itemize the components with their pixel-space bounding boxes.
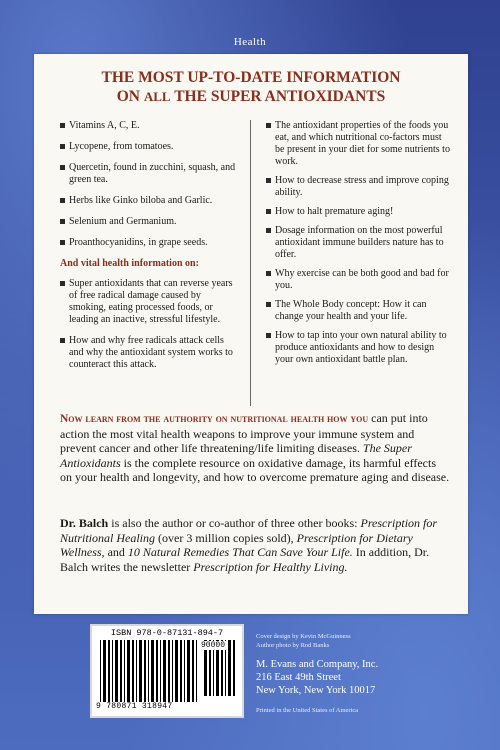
bullet-icon: [266, 333, 271, 338]
barcode-bar: [120, 640, 122, 702]
description-paragraph: [60, 411, 450, 485]
bullet-icon: [266, 178, 271, 183]
benefits-list: [266, 120, 452, 366]
list-item-text: Super antioxidants that can reverse years of free radical damage caused by smoking, eating processed foods, or leading an inactive, stressful lifestyle.: [69, 278, 233, 325]
headline: [34, 68, 468, 106]
list-item-text: The Whole Body concept: How it can change your health and your life.: [275, 299, 427, 322]
barcode-bar: [196, 640, 197, 702]
bullet-icon: [266, 123, 271, 128]
design-credit: Cover design by Kevin McGuinness: [256, 633, 351, 640]
publisher-street: 216 East 49th Street: [256, 672, 341, 683]
bullet-icon: [60, 219, 65, 224]
photo-credit: Author photo by Rod Banks: [256, 642, 330, 649]
barcode-bar: [168, 640, 170, 702]
list-item-text: How to decrease stress and improve coping ability.: [275, 175, 449, 198]
bullet-icon: [60, 281, 65, 286]
list-item: [266, 175, 452, 199]
paragraph-text: is the complete resource on oxidative damage, its harmful effects on your health and longevity, and how to overcome premature aging and disease.: [60, 455, 450, 484]
list-item: [266, 120, 452, 168]
list-item: [60, 216, 240, 228]
headline-line-2-rest: THE SUPER ANTIOXIDANTS: [170, 88, 386, 105]
bullet-icon: [266, 209, 271, 214]
barcode-bar: [103, 640, 106, 702]
cover-credits: [256, 632, 351, 650]
barcode-bar: [132, 640, 134, 702]
barcode-bar: [108, 640, 110, 702]
list-item: [60, 335, 240, 371]
barcode-bar: [151, 640, 154, 702]
author-name: Dr. Balch: [60, 516, 109, 530]
list-item: [60, 237, 240, 249]
book-title: Prescription for Dietary Wellness,: [60, 530, 413, 559]
list-item: [266, 330, 452, 366]
right-column: [266, 120, 452, 373]
list-item: [266, 299, 452, 323]
barcode-bar: [180, 640, 182, 702]
bullet-icon: [266, 302, 271, 307]
headline-line-1: THE MOST UP-TO-DATE INFORMATION: [101, 69, 401, 86]
antioxidant-list: [60, 120, 240, 249]
paragraph-text: can put into action the most vital health weapons to improve your immune system and prevent cancer and other life threatening/life limiting diseases.: [60, 411, 428, 455]
barcode-bar: [228, 640, 231, 696]
list-item: [60, 162, 240, 186]
bullet-icon: [60, 198, 65, 203]
barcode-bar: [144, 640, 146, 702]
barcode-bar: [148, 640, 149, 702]
list-item: [266, 225, 452, 261]
bullet-icon: [60, 144, 65, 149]
printed-notice: Printed in the United States of America: [256, 707, 359, 714]
paragraph-text: In addition, Dr. Balch writes the newsletter: [60, 545, 430, 574]
barcode-bar: [175, 640, 178, 702]
barcode-bar: [233, 640, 235, 696]
ean-digits: 9 780871 318947: [96, 702, 173, 711]
list-item-text: Why exercise can be both good and bad for you.: [275, 268, 449, 291]
list-item: [266, 268, 452, 292]
list-item-text: Herbs like Ginko biloba and Garlic.: [69, 195, 213, 206]
headline-line-2: [34, 87, 468, 106]
barcode-bar: [172, 640, 173, 702]
list-item-text: Proanthocyanidins, in grape seeds.: [69, 237, 208, 248]
list-item: [60, 195, 240, 207]
ean-barcode-bars: [100, 640, 200, 702]
barcode-bar: [136, 640, 137, 702]
publisher-name: M. Evans and Company, Inc.: [256, 659, 379, 670]
left-column: [60, 120, 240, 380]
list-item: [60, 141, 240, 153]
barcode-bar: [139, 640, 142, 702]
headline-line-2-prefix: ON: [116, 88, 144, 105]
list-item-text: How to tap into your own natural ability to produce antioxidants and how to design your own antioxidant battle plan.: [275, 330, 447, 365]
barcode-bar: [100, 640, 101, 702]
newsletter-title: Prescription for Healthy Living.: [193, 559, 348, 574]
category-label: Health: [233, 36, 267, 48]
list-item-text: How and why free radicals attack cells and why the antioxidant system works to counteract this attack.: [69, 335, 233, 370]
bullet-icon: [60, 123, 65, 128]
list-item-text: Quercetin, found in zucchini, squash, and green tea.: [69, 162, 236, 185]
barcode: [90, 624, 244, 718]
list-item-text: Selenium and Germanium.: [69, 216, 177, 227]
barcode-bar: [115, 640, 118, 702]
barcode-bar: [160, 640, 161, 702]
book-title: Prescription for Nutritional Healing: [60, 516, 438, 545]
barcode-bar: [187, 640, 190, 702]
book-title: The Super Antioxidants: [60, 441, 412, 470]
barcode-bar: [163, 640, 166, 702]
list-item-text: Lycopene, from tomatoes.: [69, 141, 174, 152]
author-paragraph: [60, 516, 450, 574]
barcode-bar: [192, 640, 194, 702]
list-item-text: Dosage information on the most powerful antioxidant immune builders nature has to offer.: [275, 225, 444, 260]
list-item-text: How to halt premature aging!: [275, 206, 394, 217]
paragraph-lead: Now learn from the authority on nutritional health how you: [60, 413, 369, 425]
paragraph-text: and: [104, 545, 128, 559]
barcode-bar: [184, 640, 185, 702]
list-item-text: The antioxidant properties of the foods you eat, and which nutritional co-factors must be present in your diet for some nutrients to work.: [275, 120, 450, 167]
bullet-icon: [60, 165, 65, 170]
bullet-icon: [266, 228, 271, 233]
headline-line-2-small: ALL: [143, 89, 171, 104]
barcode-bar: [124, 640, 125, 702]
bullet-icon: [60, 338, 65, 343]
addon-digits: 90000: [201, 641, 226, 650]
publisher-address: [256, 658, 378, 697]
isbn-text: ISBN 978-0-87131-894-7: [110, 628, 224, 638]
bullet-icon: [266, 271, 271, 276]
paragraph-text: (over 3 million copies sold),: [155, 530, 297, 545]
vital-info-list: [60, 278, 240, 371]
barcode-bar: [156, 640, 158, 702]
barcode-bar: [112, 640, 113, 702]
column-divider: [250, 120, 251, 406]
book-title: 10 Natural Remedies That Can Save Your Life.: [127, 545, 353, 559]
vital-info-heading: And vital health information on:: [60, 258, 199, 269]
list-item: [266, 206, 452, 218]
bullet-icon: [60, 240, 65, 245]
list-item-text: Vitamins A, C, E.: [69, 120, 140, 131]
list-item: [60, 278, 240, 326]
barcode-bar: [127, 640, 130, 702]
publisher-city: New York, New York 10017: [256, 685, 376, 696]
list-item: [60, 120, 240, 132]
paragraph-text: is also the author or co-author of three other books:: [108, 516, 361, 530]
content-panel: [34, 54, 468, 614]
